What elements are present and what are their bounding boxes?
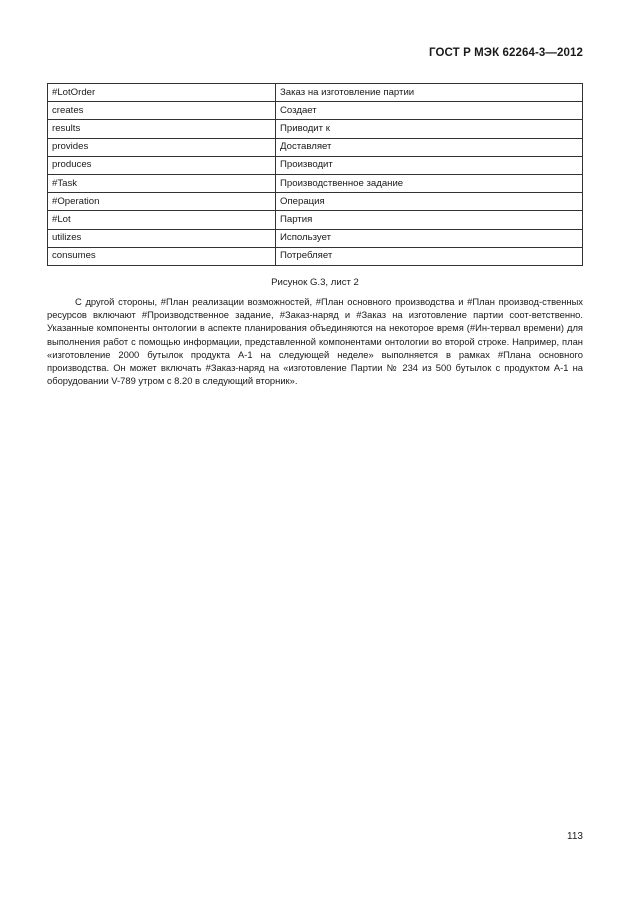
term-ru: Производит: [276, 156, 583, 174]
term-ru: Использует: [276, 229, 583, 247]
term-ru: Доставляет: [276, 138, 583, 156]
table-row: [48, 174, 583, 192]
table-row: [48, 84, 583, 102]
table-row: [48, 102, 583, 120]
term-ru: Создает: [276, 102, 583, 120]
term-en: #LotOrder: [48, 84, 276, 102]
term-en: #Operation: [48, 193, 276, 211]
term-ru: Производственное задание: [276, 174, 583, 192]
page-number: 113: [567, 831, 583, 842]
term-en: creates: [48, 102, 276, 120]
table-row: [48, 211, 583, 229]
terms-table: [47, 83, 583, 266]
term-en: #Lot: [48, 211, 276, 229]
table-row: [48, 229, 583, 247]
table-row: [48, 120, 583, 138]
term-ru: Партия: [276, 211, 583, 229]
table-row: [48, 247, 583, 265]
term-en: produces: [48, 156, 276, 174]
document-header: ГОСТ Р МЭК 62264-3—2012: [429, 47, 583, 59]
table-row: [48, 138, 583, 156]
table-row: [48, 156, 583, 174]
term-en: consumes: [48, 247, 276, 265]
term-ru: Потребляет: [276, 247, 583, 265]
table-row: [48, 193, 583, 211]
term-en: provides: [48, 138, 276, 156]
term-ru: Заказ на изготовление партии: [276, 84, 583, 102]
term-ru: Операция: [276, 193, 583, 211]
term-en: results: [48, 120, 276, 138]
term-en: #Task: [48, 174, 276, 192]
body-paragraph: С другой стороны, #План реализации возможностей, #План основного производства и #План производ-ственных ресурсов включают #Производственное задание, #Заказ-наряд и #Заказ на изготовление партии соот-ветственно. Указанные компоненты онтологии в аспекте планирования объединяются на некоторое время (#Ин-тервал времени) для выполнения работ с помощью информации, представленной компонентами онтологии во второй строке. Например, план «изготовление 2000 бутылок продукта А-1 на следующей неделе» выполняется в рамках #Плана основного производства. Он может включать #Заказ-наряд на «изготовление Партии № 234 из 500 бутылок с продуктом А-1 на оборудовании V-789 утром с 8.20 в следующий вторник».: [47, 296, 583, 387]
term-en: utilizes: [48, 229, 276, 247]
term-ru: Приводит к: [276, 120, 583, 138]
figure-caption: Рисунок G.3, лист 2: [271, 277, 359, 288]
